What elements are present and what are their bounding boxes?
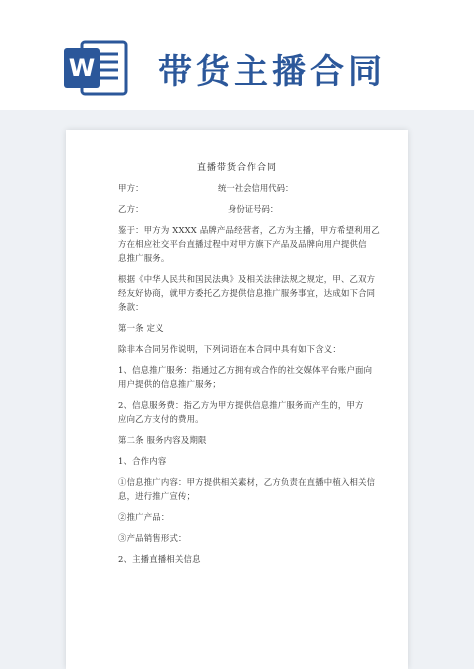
document-line: 应向乙方支付的费用。 (118, 414, 204, 424)
party-b-label: 乙方： (118, 204, 144, 214)
document-line: 1、信息推广服务：指通过乙方拥有或合作的社交媒体平台账户面向 (118, 365, 373, 375)
document-line: 方在相应社交平台直播过程中对甲方旗下产品及品牌向用户提供信 (118, 239, 367, 249)
document-line: 条款： (118, 302, 144, 312)
party-a-label: 甲方： (118, 183, 144, 193)
svg-text:W: W (68, 54, 96, 82)
document-line: 经友好协商，就甲方委托乙方提供信息推广服务事宜，达成如下合同 (118, 288, 376, 298)
document-line: 用户提供的信息推广服务； (118, 379, 221, 389)
section-heading: 第一条 定义 (118, 323, 164, 333)
document-line: 1、合作内容 (118, 456, 167, 466)
document-line: 2、信息服务费：指乙方为甲方提供信息推广服务而产生的，甲方 (118, 400, 364, 410)
header-banner (0, 0, 474, 110)
credit-code-label: 统一社会信用代码： (218, 183, 294, 193)
document-line: 鉴于：甲方为 XXXX 品牌产品经营者，乙方为主播，甲方希望利用乙 (118, 225, 380, 235)
document-line: 息，进行推广宣传； (118, 491, 196, 501)
document-line: ②推广产品： (118, 512, 170, 522)
document-line: 2、主播直播相关信息 (118, 554, 201, 564)
document-line: ①信息推广内容：甲方提供相关素材，乙方负责在直播中植入相关信 (118, 477, 376, 487)
document-line: 除非本合同另作说明，下列词语在本合同中具有如下含义： (118, 344, 341, 354)
document-page (66, 130, 408, 669)
section-heading: 第二条 服务内容及期限 (118, 435, 207, 445)
id-number-label: 身份证号码： (228, 204, 279, 214)
document-line: 根据《中华人民共和国民法典》及相关法律法规之规定，甲、乙双方 (118, 274, 376, 284)
word-document-icon (62, 38, 130, 98)
document-line: ③产品销售形式： (118, 533, 187, 543)
page-title: 带货主播合同 (158, 52, 386, 92)
document-line: 息推广服务。 (118, 253, 170, 263)
document-title: 直播带货合作合同 (196, 163, 277, 173)
